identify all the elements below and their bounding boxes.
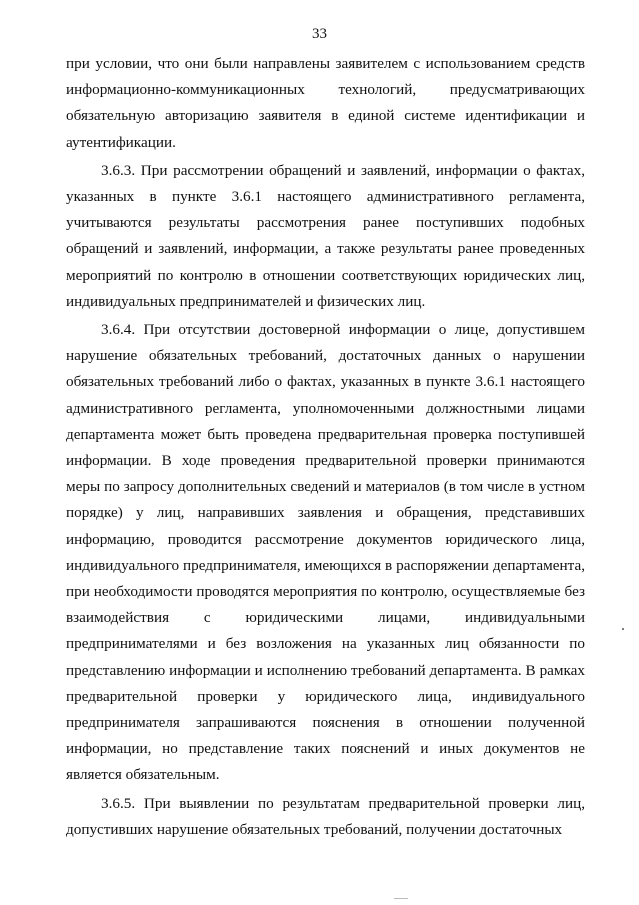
scan-artifact-line xyxy=(394,898,408,899)
document-body xyxy=(66,51,585,845)
paragraph-3-6-3: 3.6.3. При рассмотрении обращений и заявлений, информации о фактах, указанных в пункте 3.6.1 настоящего административного регламента, учитываются результаты рассмотрения ранее поступивших подобных обращений и заявлений, информации, а также результаты ранее проведенных мероприятий по контролю в отношении соответствующих юридических лиц, индивидуальных предпринимателей и физических лиц. xyxy=(66,161,585,310)
paragraph-3-6-5: 3.6.5. При выявлении по результатам предварительной проверки лиц, допустивших нарушение обязательных требований, получении достаточных xyxy=(66,794,585,838)
paragraph-3-6-4: 3.6.4. При отсутствии достоверной информации о лице, допустившем нарушение обязательных требований, достаточных данных о нарушении обязательных требований либо о фактах, указанных в пункте 3.6.1 настоящего административного регламента, уполномоченными должностными лицами департамента может быть проведена предварительная проверка поступившей информации. В ходе проведения предварительной проверки принимаются меры по запросу дополнительных сведений и материалов (в том числе в устном порядке) у лиц, направивших заявления и обращения, представивших информацию, проводится рассмотрение документов юридического лица, индивидуального предпринимателя, имеющихся в распоряжении департамента, при необходимости проводятся мероприятия по контролю, осуществляемые без взаимодействия с юридическими лицами, индивидуальными предпринимателями и без возложения на указанных лиц обязанности по представлению информации и исполнению требований департамента. В рамках предварительной проверки у юридического лица, индивидуального предпринимателя запрашиваются пояснения в отношении полученной информации, но представление таких пояснений и иных документов не является обязательным. xyxy=(66,321,585,784)
page-number: 33 xyxy=(312,26,327,42)
paragraph-continuation: при условии, что они были направлены заявителем с использованием средств информационно-коммуникационных технологий, предусматривающих обязательную авторизацию заявителя в единой системе идентификации и аутентификации. xyxy=(66,55,585,151)
scan-artifact-dot xyxy=(622,628,624,630)
